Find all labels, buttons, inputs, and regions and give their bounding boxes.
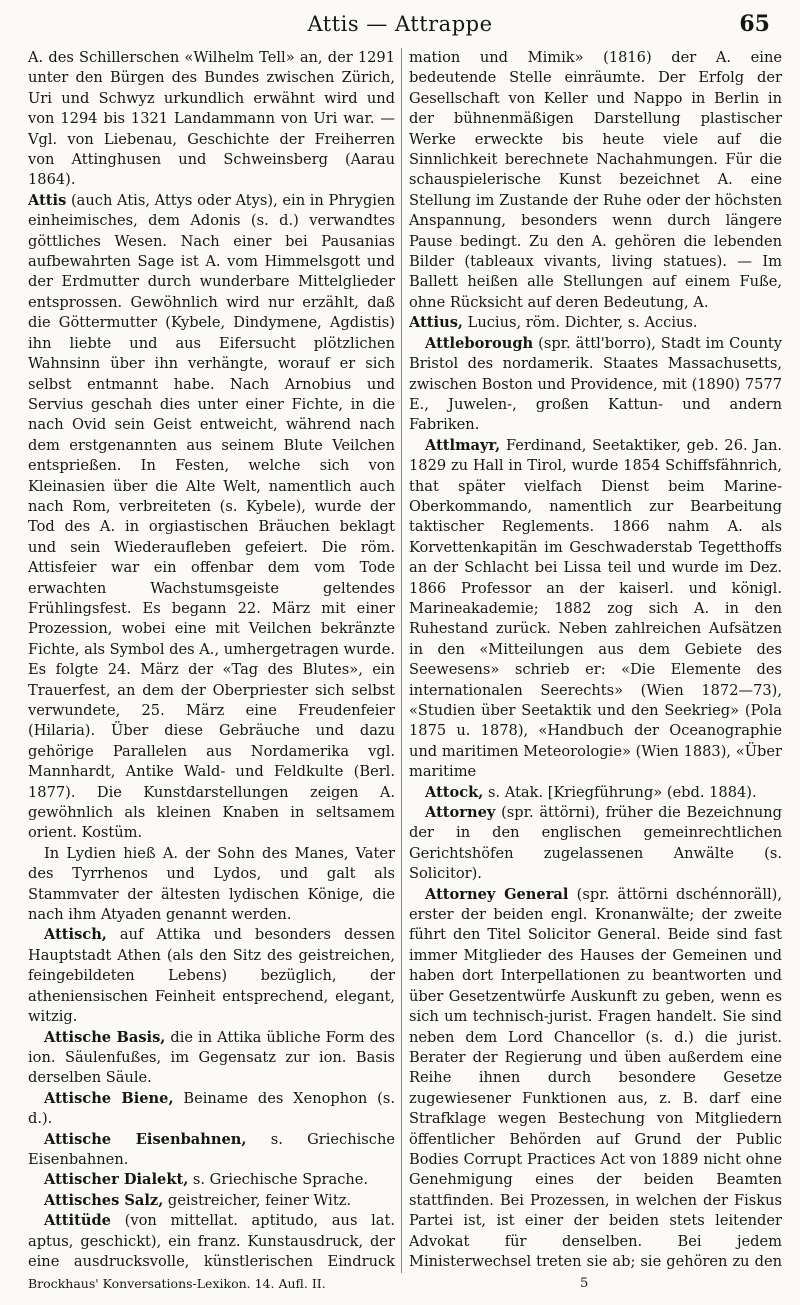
running-title: Attis — Attrappe <box>307 12 493 36</box>
entry-text: In Lydien hieß A. der Sohn des Manes, Vater des Tyrrhenos und Lydos, und galt als Stammvater der ältesten lydischen Könige, die nach ihm Atyaden genannt werden. <box>28 844 395 924</box>
entry-headword: Attisch, <box>44 926 107 944</box>
dictionary-entry <box>28 925 395 1027</box>
dictionary-entry <box>409 436 782 783</box>
dictionary-entry <box>28 1170 395 1190</box>
entry-headword: Attischer Dialekt, <box>44 1171 189 1189</box>
entry-headword: Attorney General <box>425 885 569 903</box>
dictionary-entry <box>409 885 782 1273</box>
entry-text: (spr. ättörni dschénnoräll), erster der beiden engl. Kronanwälte; der zweite führt den Titel Solicitor General. Beide sind fast immer Mitglieder des Hauses der Gemeinen und haben dort Interpellationen zu beantworten und über Gesetzentwürfe Auskunft zu geben, wenn es sich um technisch-jurist. Fragen handelt. Sie sind neben dem Lord Chancellor (s. d.) die jurist. Berater der Regierung und üben außerdem eine Reihe ihnen durch besondere Gesetze zugewiesener Funktionen aus, z. B. darf eine Strafklage wegen Bestechung von Mitgliedern öffentlicher Behörden auf Grund der Public Bodies Corrupt Practices Act von 1889 nicht ohne Genehmigung eines der beiden Beamten stattfinden. Bei Prozessen, in welchen der Fiskus Partei ist, ist einer der beiden stets leitender Advokat für denselben. Bei jedem Ministerwechsel treten sie ab; sie gehören zu den <box>409 885 782 1270</box>
dictionary-entry <box>409 803 782 885</box>
entry-text: mation und Mimik» (1816) der A. eine bedeutende Stelle einräumte. Der Erfolg der Gesellschaft von Keller und Nappo in Berlin in der bühnenmäßigen Darstellung plastischer Werke erweckte bis heute viele auf die Sinnlichkeit berechnete Nachahmungen. Für die schauspielerische Kunst bezeichnet A. eine Stellung im Zustande der Ruhe oder der höchsten Anspannung, besonders wenn durch längere Pause bedingt. Zu den A. gehören die lebenden Bilder (tableaux vivants, living statues). — Im Ballett heißen alle Stellungen auf einem Fuße, ohne Rücksicht auf deren Bedeutung, A. <box>409 49 782 311</box>
footer-signature: 5 <box>580 1276 589 1291</box>
dictionary-entry <box>28 1028 395 1089</box>
entry-headword: Attitüde <box>44 1212 111 1230</box>
entry-text: geistreicher, feiner Witz. <box>163 1191 352 1209</box>
page-header <box>0 0 800 40</box>
entry-continuation <box>409 48 782 313</box>
entry-text: (spr. ättörni), früher die Bezeichnung der in den englischen gemeinrechtlichen Gerichtshöfen zugelassenen Anwälte (s. Solicitor). <box>409 804 782 883</box>
dictionary-entry <box>28 1130 395 1171</box>
dictionary-entry <box>409 783 782 803</box>
dictionary-entry <box>409 334 782 436</box>
entry-headword: Attische Basis, <box>44 1028 166 1046</box>
page-number: 65 <box>739 11 770 37</box>
left-column <box>28 48 395 1273</box>
entry-text: (auch Atis, Attys oder Atys), ein in Phrygien einheimisches, dem Adonis (s. d.) verwandtes göttliches Wesen. Nach einer bei Pausanias aufbewahrten Sage ist A. vom Himmelsgott und der Erdmutter durch wunderbare Mittelglieder entsprossen. Gewöhnlich wird nur erzählt, daß die Göttermutter (Kybele, Dindymene, Agdistis) ihn liebte und aus Eifersucht plötzlichen Wahnsinn über ihn verhängte, worauf er sich selbst entmannt habe. Nach Arnobius und Servius geschah dies unter einer Fichte, in die nach Ovid sein Geist entweicht, während nach dem erstgenannten aus seinem Blute Veilchen entsprießen. In Festen, welche sich von Kleinasien über die Alte Welt, namentlich auch nach Rom, verbreiteten (s. Kybele), wurde der Tod des A. in orgiastischen Bräuchen beklagt und sein Wiederaufleben gefeiert. Die röm. Attisfeier war ein offenbar dem vom Tode erwachten Wachstumsgeiste geltendes Frühlingsfest. Es begann 22. März mit einer Prozession, wobei eine mit Veilchen bekränzte Fichte, als Symbol des A., umhergetragen wurde. Es folgte 24. März der «Tag des Blutes», ein Trauerfest, an dem der Oberpriester sich selbst verwundete, 25. März eine Freudenfeier (Hilaria). Über diese Gebräuche und dazu gehörige Parallelen aus Nordamerika vgl. Mannhardt, Antike Wald- und Feldkulte (Berl. 1877). Die Kunstdarstellungen zeigen A. gewöhnlich als kleinen Knaben in seltsamem orient. Kostüm. <box>28 191 395 842</box>
entry-text: auf Attika und besonders dessen Hauptstadt Athen (als den Sitz des geistreichen, feingebildeten Lebens) bezüglich, der atheniensischen Feinheit entsprechend, elegant, witzig. <box>28 926 395 1026</box>
dictionary-entry <box>28 844 395 926</box>
entry-text: s. Atak. [Kriegführung» (ebd. 1884). <box>483 783 757 801</box>
entry-headword: Attius, <box>409 314 463 332</box>
entry-headword: Attisches Salz, <box>44 1191 164 1209</box>
entry-text: s. Griechische Eisenbahnen. <box>28 1130 395 1168</box>
entry-headword: Attische Biene, <box>44 1089 174 1107</box>
footer-imprint: Brockhaus' Konversations-Lexikon. 14. Aufl. II. <box>28 1276 326 1291</box>
entry-headword: Attis <box>28 191 67 209</box>
entry-headword: Attleborough <box>425 334 534 352</box>
dictionary-entry <box>28 191 395 844</box>
entry-text: (spr. ättl'borro), Stadt im County Bristol des nordamerik. Staates Massachusetts, zwischen Boston und Providence, mit (1890) 7577 E., Juwelen-, großen Kattun- und andern Fabriken. <box>409 334 782 434</box>
text-columns <box>28 48 782 1273</box>
entry-text: Lucius, röm. Dichter, s. Accius. <box>463 314 698 332</box>
entry-text: A. des Schillerschen «Wilhelm Tell» an, der 1291 unter den Bürgen des Bundes zwischen Zürich, Uri und Schwyz urkundlich erwähnt wird und von 1294 bis 1321 Landammann von Uri war. — Vgl. von Liebenau, Geschichte der Freiherren von Attinghusen und Schweinsberg (Aarau 1864). <box>28 49 395 189</box>
entry-headword: Attorney <box>425 804 496 822</box>
dictionary-entry <box>28 1089 395 1130</box>
column-divider <box>401 48 402 1273</box>
dictionary-entry <box>409 313 782 333</box>
dictionary-entry <box>28 1191 395 1211</box>
entry-text: Beiname des Xenophon (s. d.). <box>28 1089 395 1128</box>
entry-text: Ferdinand, Seetaktiker, geb. 26. Jan. 1829 zu Hall in Tirol, wurde 1854 Schiffsfähnrich, that später vielfach Dienst beim Marine-Oberkommando, namentlich zur Bearbeitung taktischer Reglements. 1866 nahm A. als Korvettenkapitän im Geschwaderstab Tegetthoffs an der Schlacht bei Lissa teil und wurde im Dez. 1866 Professor an der kaiserl. und königl. Marineakademie; 1882 zog sich A. in den Ruhestand zurück. Neben zahlreichen Aufsätzen in den «Mitteilungen aus dem Gebiete des Seewesens» schrieb er: «Die Elemente des internationalen Seerechts» (Wien 1872—73), «Studien über Seetaktik und den Seekrieg» (Pola 1875 u. 1878), «Handbuch der Oceanographie und maritimen Meteorologie» (Wien 1883), «Über maritime <box>409 436 782 781</box>
entry-text: die in Attika übliche Form des ion. Säulenfußes, im Gegensatz zur ion. Basis derselben Säule. <box>28 1028 395 1087</box>
entry-headword: Attische Eisenbahnen, <box>44 1130 247 1148</box>
entry-headword: Attlmayr, <box>425 436 501 454</box>
dictionary-entry <box>28 1211 395 1273</box>
entry-continuation <box>28 48 395 191</box>
entry-text: (von mittellat. aptitudo, aus lat. aptus, geschickt), ein franz. Kunstausdruck, der eine ausdrucksvolle, künstlerischen Eindruck <box>28 1212 395 1270</box>
entry-headword: Attock, <box>425 783 484 801</box>
entry-text: s. Griechische Sprache. <box>188 1171 369 1189</box>
right-column <box>409 48 782 1273</box>
